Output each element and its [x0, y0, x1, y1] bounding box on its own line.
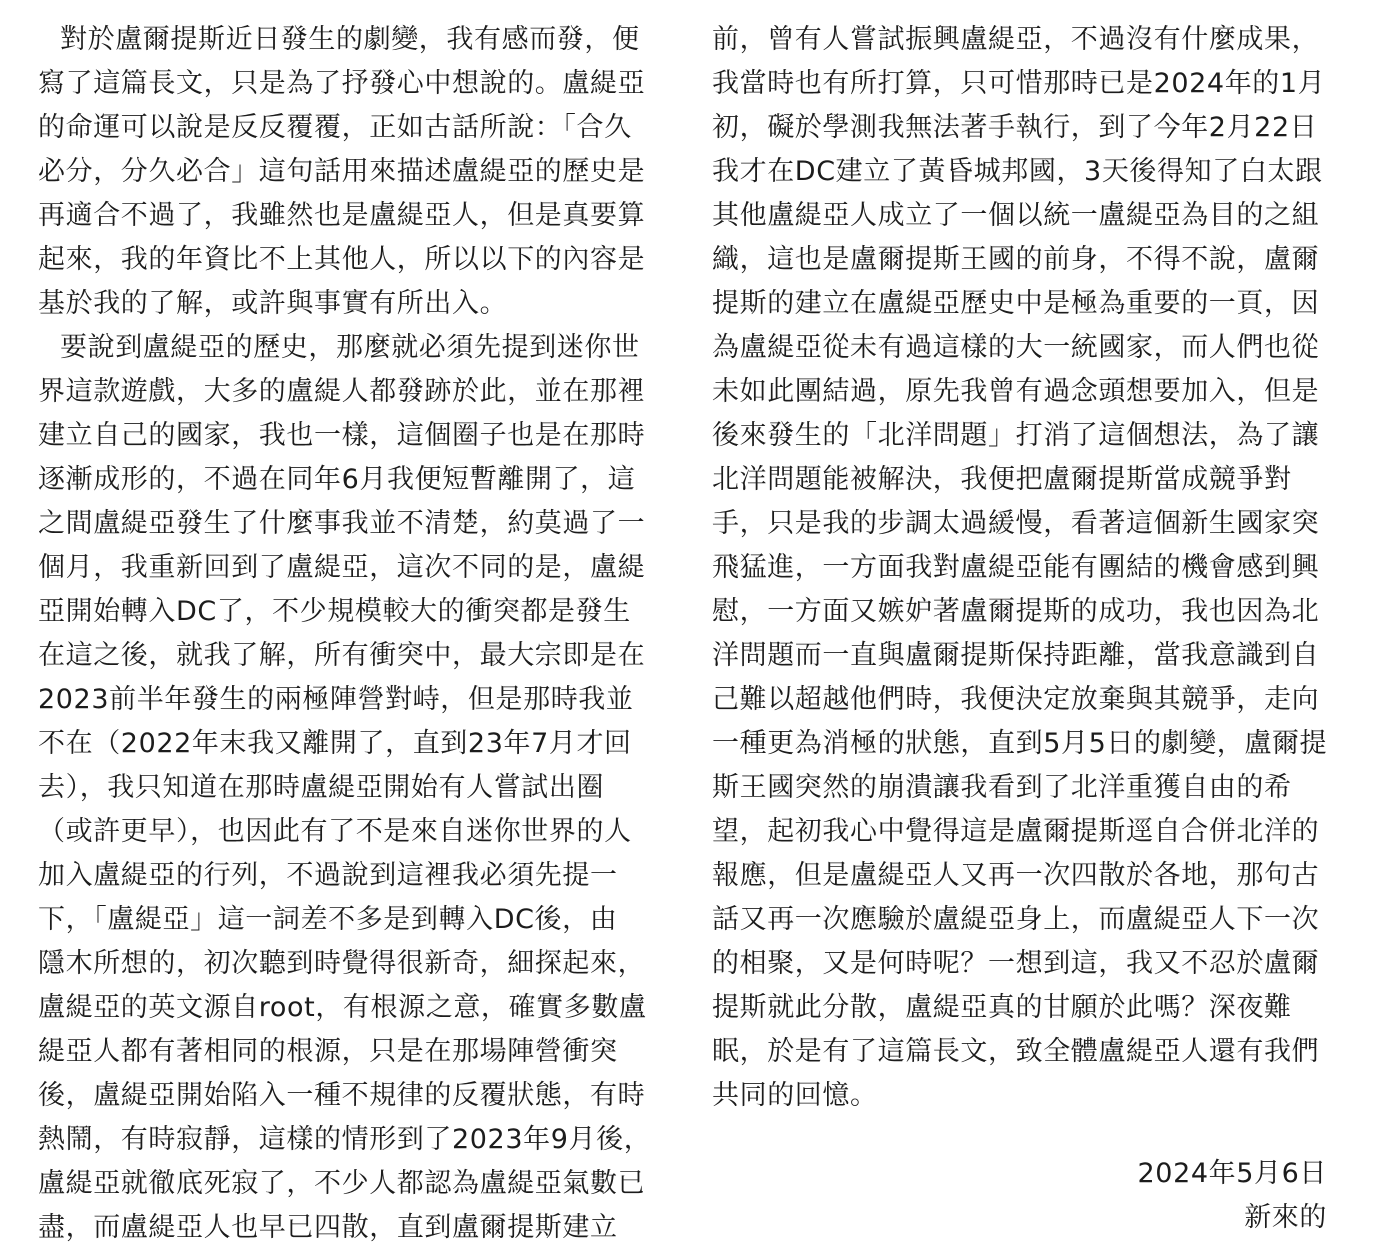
- paragraph-2-line: 在這之後，就我了解，所有衝突中，最大宗即是在: [38, 640, 646, 671]
- paragraph-2-line: 一種更為消極的狀態，直到5月5日的劇變，盧爾提: [712, 728, 1328, 759]
- paragraph-2-line: 加入盧緹亞的行列，不過說到這裡我必須先提一: [38, 860, 618, 891]
- paragraph-2-line: 為盧緹亞從未有過這樣的大一統國家，而人們也從: [712, 332, 1320, 363]
- paragraph-1-line: 寫了這篇長文，只是為了抒發心中想說的。盧緹亞: [38, 68, 646, 99]
- paragraph-2-line: 熱鬧，有時寂靜，這樣的情形到了2023年9月後，: [38, 1124, 652, 1155]
- paragraph-2-line: 界這款遊戲，大多的盧緹人都發跡於此，並在那裡: [38, 376, 646, 407]
- paragraph-2-line: 洋問題而一直與盧爾提斯保持距離，當我意識到自: [712, 640, 1320, 671]
- paragraph-2-line: 去），我只知道在那時盧緹亞開始有人嘗試出圈: [38, 772, 605, 803]
- paragraph-2-line: 之間盧緹亞發生了什麼事我並不清楚，約莫過了一: [38, 508, 646, 539]
- right-column: [712, 18, 1362, 1118]
- paragraph-2-line: 手，只是我的步調太過緩慢，看著這個新生國家突: [712, 508, 1320, 539]
- paragraph-2-line: 逐漸成形的，不過在同年6月我便短暫離開了，這: [38, 464, 636, 495]
- paragraph-2-line: 不在（2022年末我又離開了，直到23年7月才回: [38, 728, 632, 759]
- paragraph-2-line: 其他盧緹亞人成立了一個以統一盧緹亞為目的之組: [712, 200, 1320, 231]
- paragraph-2-line: 慰，一方面又嫉妒著盧爾提斯的成功，我也因為北: [712, 596, 1320, 627]
- signature-date: 2024年5月6日: [1137, 1158, 1327, 1189]
- paragraph-2-line: 後，盧緹亞開始陷入一種不規律的反覆狀態，有時: [38, 1080, 646, 1111]
- paragraph-2-line: 前，曾有人嘗試振興盧緹亞，不過沒有什麼成果，: [712, 24, 1320, 55]
- paragraph-2-line: 望，起初我心中覺得這是盧爾提斯逕自合併北洋的: [712, 816, 1320, 847]
- paragraph-2-line: 提斯就此分散，盧緹亞真的甘願於此嗎？深夜難: [712, 992, 1292, 1023]
- paragraph-2-line: 共同的回憶。: [712, 1080, 878, 1111]
- paragraph-2-line: 後來發生的「北洋問題」打消了這個想法，為了讓: [712, 420, 1320, 451]
- paragraph-2-line: 盡，而盧緹亞人也早已四散，直到盧爾提斯建立: [38, 1212, 618, 1243]
- paragraph-2-line: 斯王國突然的崩潰讓我看到了北洋重獲自由的希: [712, 772, 1292, 803]
- paragraph-2-line: 話又再一次應驗於盧緹亞身上，而盧緹亞人下一次: [712, 904, 1320, 935]
- paragraph-2-line: （或許更早），也因此有了不是來自迷你世界的人: [38, 816, 632, 847]
- paragraph-1-line: 基於我的了解，或許與事實有所出入。: [38, 288, 508, 319]
- paragraph-2-line: 飛猛進，一方面我對盧緹亞能有團結的機會感到興: [712, 552, 1320, 583]
- paragraph-2-line: 未如此團結過，原先我曾有過念頭想要加入，但是: [712, 376, 1320, 407]
- paragraph-2-line: 亞開始轉入DC了，不少規模較大的衝突都是發生: [38, 596, 631, 627]
- paragraph-2-line: 報應，但是盧緹亞人又再一次四散於各地，那句古: [712, 860, 1320, 891]
- paragraph-2-line: 己難以超越他們時，我便決定放棄與其競爭，走向: [712, 684, 1320, 715]
- paragraph-2-line: 隱木所想的，初次聽到時覺得很新奇，細探起來，: [38, 948, 646, 979]
- paragraph-2-line: 提斯的建立在盧緹亞歷史中是極為重要的一頁，因: [712, 288, 1320, 319]
- paragraph-2-line: 我當時也有所打算，只可惜那時已是2024年的1月: [712, 68, 1326, 99]
- paragraph-2-line: 下，「盧緹亞」這一詞差不多是到轉入DC後，由: [38, 904, 618, 935]
- paragraph-2-line: 的相聚，又是何時呢？一想到這，我又不忍於盧爾: [712, 948, 1320, 979]
- paragraph-2-line: 北洋問題能被解決，我便把盧爾提斯當成競爭對: [712, 464, 1292, 495]
- signature-author: 新來的: [1244, 1202, 1327, 1233]
- paragraph-2-line: 個月，我重新回到了盧緹亞，這次不同的是，盧緹: [38, 552, 646, 583]
- paragraph-1-line: 再適合不過了，我雖然也是盧緹亞人，但是真要算: [38, 200, 646, 231]
- paragraph-2-line: 2023前半年發生的兩極陣營對峙，但是那時我並: [38, 684, 634, 715]
- paragraph-2-line: 盧緹亞的英文源自root，有根源之意，確實多數盧: [38, 992, 647, 1023]
- signature-block: [1138, 1152, 1327, 1240]
- left-column: [38, 18, 683, 1250]
- column-divider: [694, 0, 695, 1252]
- paragraph-1-line: 對於盧爾提斯近日發生的劇變，我有感而發，便: [60, 24, 640, 55]
- paragraph-2-line: 織，這也是盧爾提斯王國的前身，不得不說，盧爾: [712, 244, 1320, 275]
- paragraph-2-line: 我才在DC建立了黃昏城邦國，3天後得知了白太跟: [712, 156, 1323, 187]
- paragraph-2-line: 盧緹亞就徹底死寂了，不少人都認為盧緹亞氣數已: [38, 1168, 646, 1199]
- paragraph-2-line: 初，礙於學測我無法著手執行，到了今年2月22日: [712, 112, 1318, 143]
- paragraph-2-line: 建立自己的國家，我也一樣，這個圈子也是在那時: [38, 420, 646, 451]
- paragraph-2-line: 緹亞人都有著相同的根源，只是在那場陣營衝突: [38, 1036, 618, 1067]
- paragraph-2-line: 要說到盧緹亞的歷史，那麼就必須先提到迷你世: [60, 332, 640, 363]
- paragraph-1-line: 起來，我的年資比不上其他人，所以以下的內容是: [38, 244, 646, 275]
- paragraph-1-line: 必分，分久必合」這句話用來描述盧緹亞的歷史是: [38, 156, 646, 187]
- paragraph-2-line: 眠，於是有了這篇長文，致全體盧緹亞人還有我們: [712, 1036, 1320, 1067]
- paragraph-1-line: 的命運可以說是反反覆覆，正如古話所說：「合久: [38, 112, 632, 143]
